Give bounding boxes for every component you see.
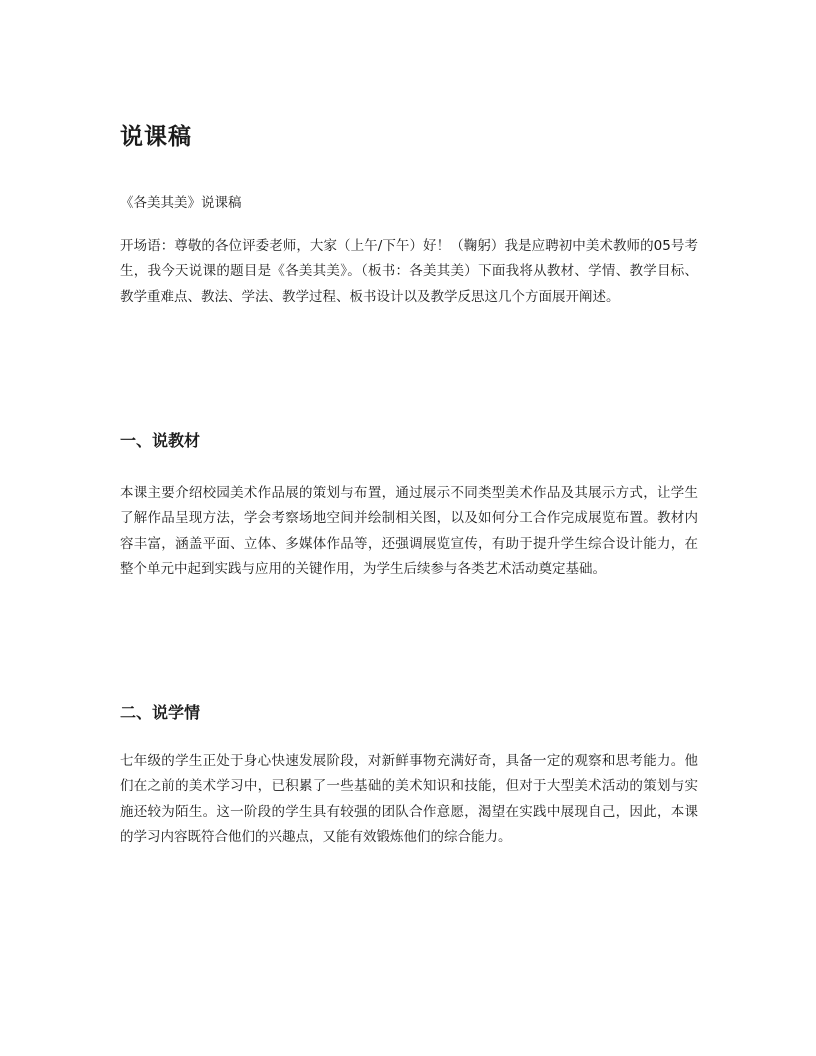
document-subtitle: 《各美其美》说课稿 xyxy=(120,195,242,211)
section-body-students: 七年级的学生正处于身心快速发展阶段，对新鲜事物充满好奇，具备一定的观察和思考能力。他们在之前的美术学习中，已积累了一些基础的美术知识和技能，但对于大型美术活动的策划与实施还较为陌生。这一阶段的学生具有较强的团队合作意愿，渴望在实践中展现自己，因此，本课的学习内容既符合他们的兴趣点，又能有效锻炼他们的综合能力。 xyxy=(120,753,698,845)
document-title: 说课稿 xyxy=(120,124,192,150)
section-body-textbook: 本课主要介绍校园美术作品展的策划与布置，通过展示不同类型美术作品及其展示方式，让学生了解作品呈现方法，学会考察场地空间并绘制相关图，以及如何分工合作完成展览布置。教材内容丰富，涵盖平面、立体、多媒体作品等，还强调展览宣传，有助于提升学生综合设计能力，在整个单元中起到实践与应用的关键作用，为学生后续参与各类艺术活动奠定基础。 xyxy=(120,485,698,577)
section-heading-students: 二、说学情 xyxy=(120,703,201,722)
section-heading-textbook: 一、说教材 xyxy=(120,431,201,450)
opening-paragraph: 开场语：尊敬的各位评委老师，大家（上午/下午）好！（鞠躬）我是应聘初中美术教师的05号考生，我今天说课的题目是《各美其美》。（板书：各美其美）下面我将从教材、学情、教学目标、教学重难点、教法、学法、教学过程、板书设计以及教学反思这几个方面展开阐述。 xyxy=(120,238,698,305)
